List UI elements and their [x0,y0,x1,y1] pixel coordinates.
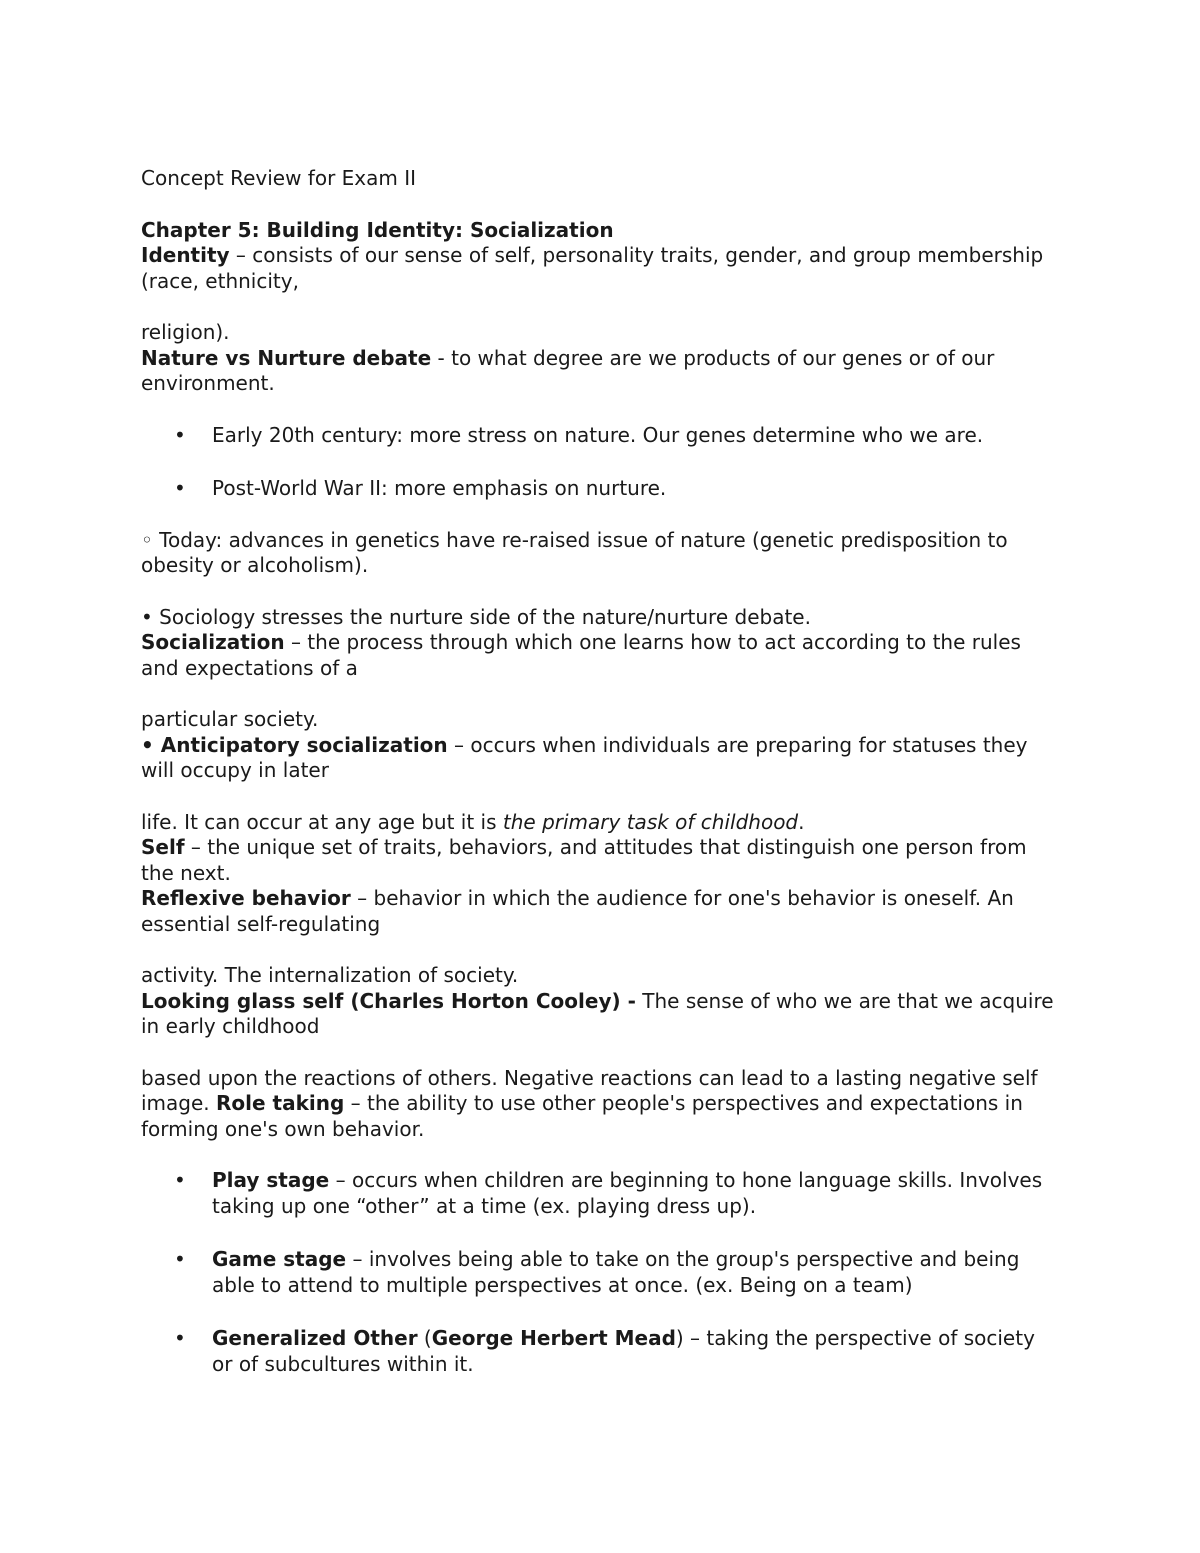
looking-glass-continuation: based upon the reactions of others. Negative reactions can lead to a lasting negative self image. Role taking – the ability to use other people's perspectives and expectations in forming one's own behavior. [141,1065,1038,1141]
list-item: • Post-World War II: more emphasis on nurture. [174,476,667,500]
socialization-definition: Socialization – the process through which one learns how to act according to the rules and expectations of a [141,630,1021,680]
bullet-icon: • [174,422,186,447]
nature-nurture-definition: Nature vs Nurture debate - to what degree are we products of our genes or of our environment. [141,345,995,395]
list-item: • Generalized Other (George Herbert Mead) – taking the perspective of society or of subcultures within it. [174,1326,1035,1376]
spacer [141,1040,1061,1066]
bullet-icon: • [174,1247,186,1271]
reflexive-continuation: activity. The internalization of society. [141,963,519,987]
term: Looking glass self (Charles Horton Cooley) - [141,988,636,1013]
anticipatory-definition: • Anticipatory socialization – occurs when individuals are preparing for statuses they will occupy in later [141,732,1028,782]
list-item: • Game stage – involves being able to take on the group's perspective and being able to attend to multiple perspectives at once. (ex. Being on a team) [174,1247,1020,1297]
spacer [141,397,1061,423]
spacer [141,681,1061,707]
chapter-heading: Chapter 5: Building Identity: Socialization [141,217,614,242]
spacer [141,294,1061,320]
bullet-icon: • [174,476,186,500]
identity-definition: Identity – consists of our sense of self, personality traits, gender, and group membership (race, ethnicity, [141,243,1044,293]
term: Socialization [141,630,285,654]
identity-continuation: religion). [141,320,230,344]
spacer [141,784,1061,810]
sociology-note: • Sociology stresses the nurture side of the nature/nurture debate. [141,604,811,629]
spacer [141,937,1061,963]
spacer [141,1142,1061,1168]
document-title: Concept Review for Exam II [141,166,417,190]
list-item: • Play stage – occurs when children are beginning to hone language skills. Involves taking up one “other” at a time (ex. playing dress up). [174,1168,1043,1218]
nature-bullet-list [141,423,1061,502]
self-definition: Self – the unique set of traits, behaviors, and attitudes that distinguish one person from the next. [141,835,1027,885]
term: Role taking [216,1091,345,1115]
socialization-continuation: particular society. [141,707,319,731]
anticipatory-continuation: life. It can occur at any age but it is the primary task of childhood. [141,809,805,834]
term: Reflexive behavior [141,886,351,910]
term: Nature vs Nurture debate [141,345,432,370]
bullet-icon: • [174,1326,186,1350]
list-item: • Early 20th century: more stress on nature. Our genes determine who we are. [174,422,984,447]
term: • Anticipatory socialization [141,732,448,757]
today-note: ◦ Today: advances in genetics have re-raised issue of nature (genetic predisposition to obesity or alcoholism). [141,527,1008,577]
spacer [141,192,1061,218]
term: Self [141,835,185,859]
reflexive-definition: Reflexive behavior – behavior in which the audience for one's behavior is oneself. An essential self-regulating [141,886,1014,936]
stages-bullet-list [141,1168,1061,1377]
term: Identity [141,243,230,267]
spacer [141,579,1061,605]
document-page [141,166,1061,1377]
bullet-icon: • [174,1168,186,1192]
looking-glass-definition: Looking glass self (Charles Horton Cooley) - The sense of who we are that we acquire in early childhood [141,988,1054,1038]
spacer [141,502,1061,528]
